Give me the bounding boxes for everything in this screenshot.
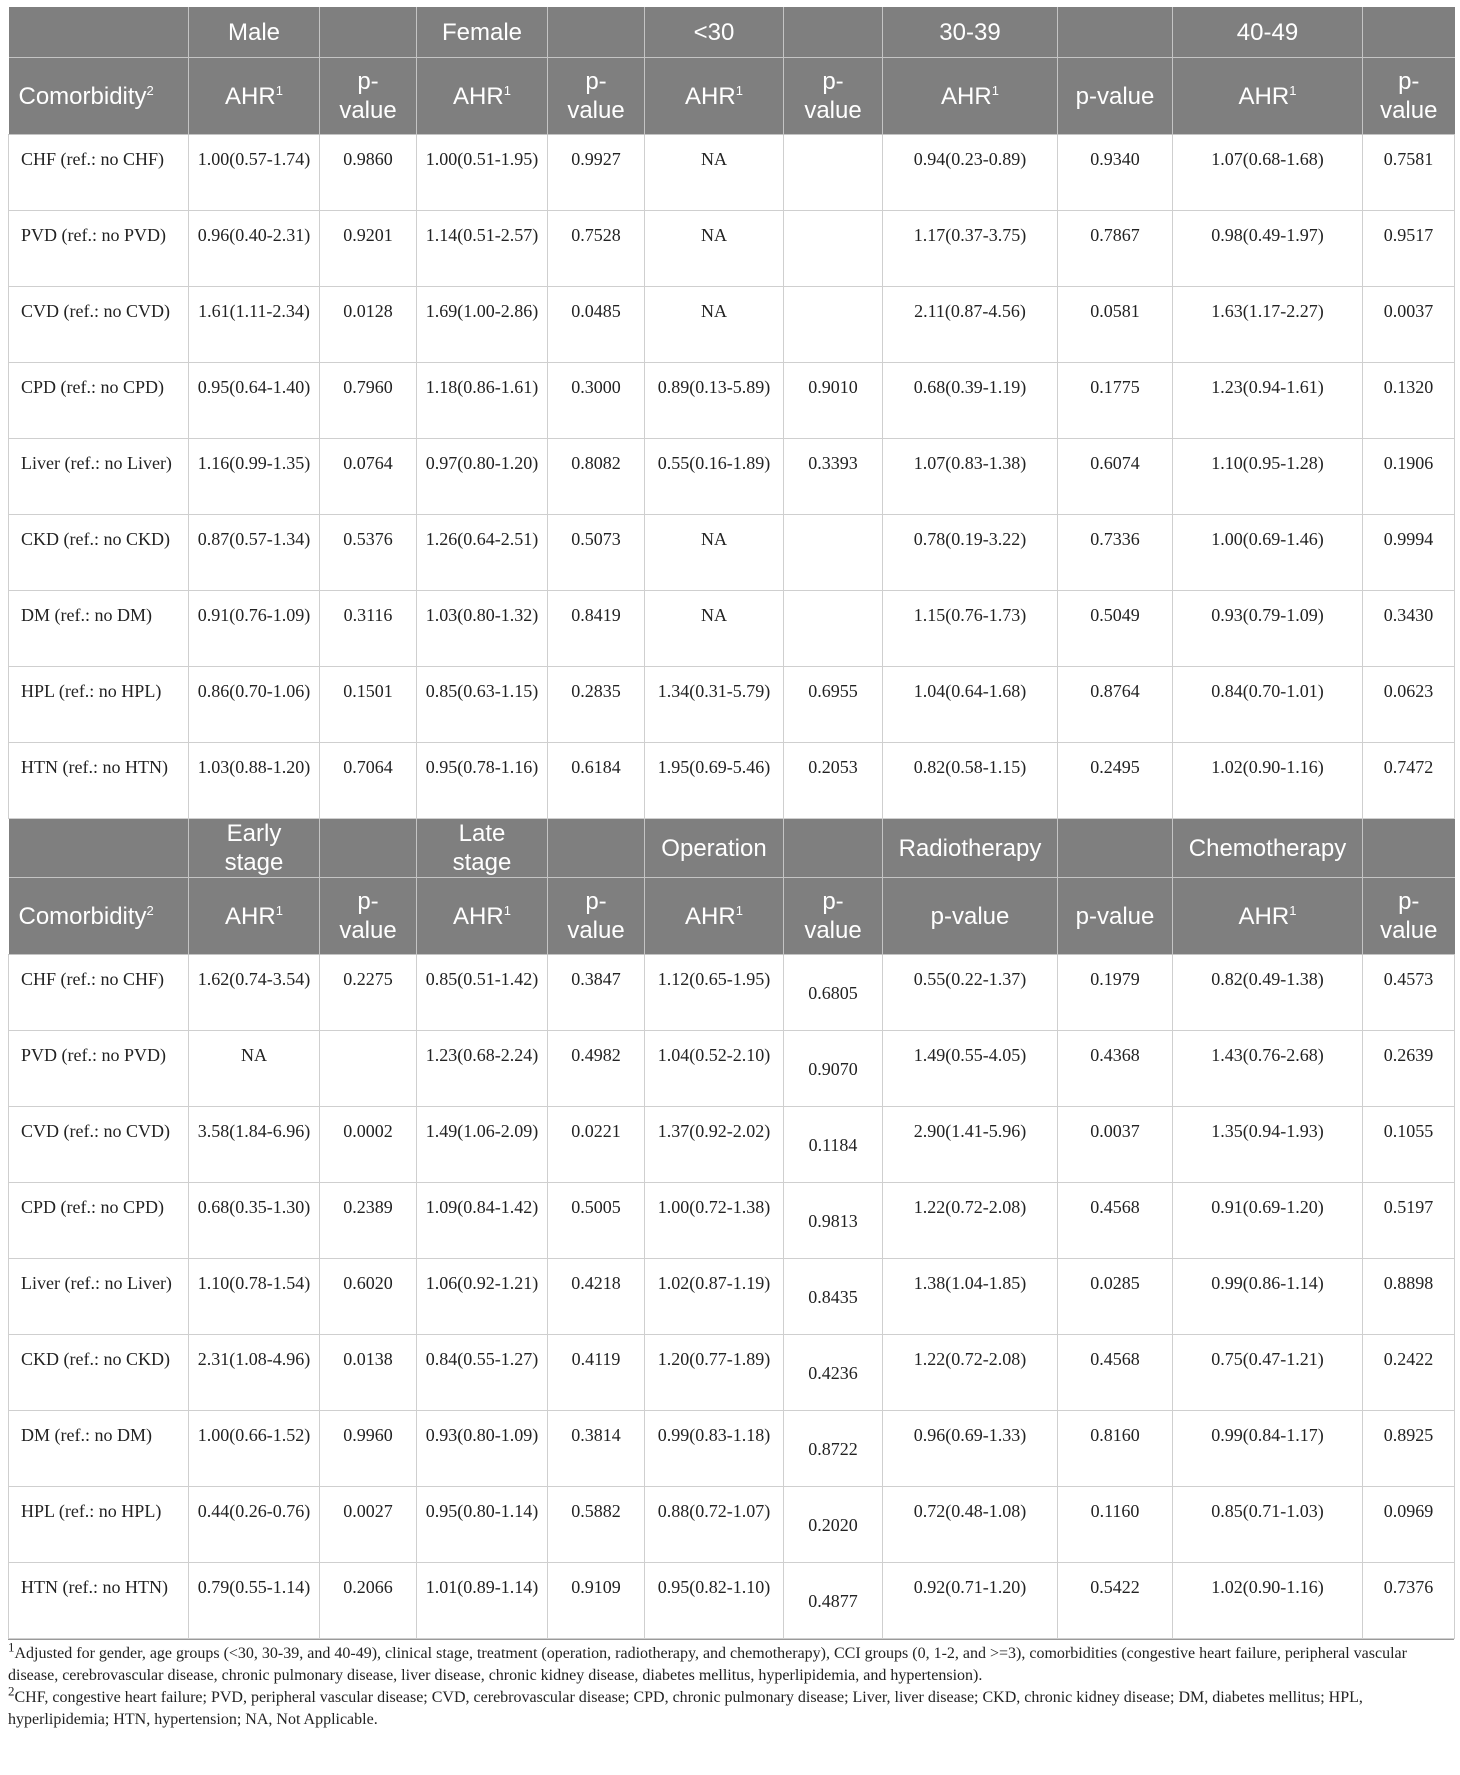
ahr-cell: 0.82(0.58-1.15) <box>883 743 1058 819</box>
group-header-cell: Operation <box>645 819 784 878</box>
ahr-cell: 0.44(0.26-0.76) <box>189 1487 320 1563</box>
group-header-row <box>9 7 1455 58</box>
ahr-cell: 1.12(0.65-1.95) <box>645 955 784 1031</box>
pvalue-cell: 0.9927 <box>548 135 645 211</box>
comorbidity-cell: CVD (ref.: no CVD) <box>9 287 189 363</box>
pvalue-cell: 0.6955 <box>784 667 883 743</box>
ahr-cell: NA <box>645 135 784 211</box>
footnote-text: Adjusted for gender, age groups (<30, 30-39, and 40-49), clinical stage, treatment (operation, radiotherapy, and chemotherapy), CCI groups (0, 1-2, and >=3), comorbidities (congestive heart failure, peripheral vascular disease, cerebrovascular disease, chronic pulmonary disease, liver disease, chronic kidney disease, diabetes mellitus, hyperlipidemia, and hypertension). <box>8 1645 1407 1684</box>
ahr-cell: NA <box>645 591 784 667</box>
ahr-cell: 0.86(0.70-1.06) <box>189 667 320 743</box>
ahr-cell: 0.87(0.57-1.34) <box>189 515 320 591</box>
pvalue-cell <box>784 287 883 363</box>
table-row <box>9 955 1455 1031</box>
ahr-header-label: AHR <box>225 82 276 110</box>
ahr-header <box>417 58 548 135</box>
pvalue-cell: 0.4568 <box>1058 1335 1173 1411</box>
pvalue-cell: 0.9010 <box>784 363 883 439</box>
ahr-cell: 0.78(0.19-3.22) <box>883 515 1058 591</box>
pvalue-cell: 0.0221 <box>548 1107 645 1183</box>
footnote-marker: 1 <box>991 82 999 98</box>
ahr-header-label: AHR <box>685 902 736 930</box>
ahr-cell: 1.35(0.94-1.93) <box>1173 1107 1363 1183</box>
pvalue-cell: 0.5005 <box>548 1183 645 1259</box>
ahr-cell: 0.85(0.51-1.42) <box>417 955 548 1031</box>
ahr-cell: 1.03(0.88-1.20) <box>189 743 320 819</box>
table-row <box>9 1335 1455 1411</box>
ahr-header <box>189 58 320 135</box>
ahr-cell: 1.02(0.90-1.16) <box>1173 743 1363 819</box>
pvalue-header: p-value <box>320 878 417 955</box>
comorbidity-cell: PVD (ref.: no PVD) <box>9 1031 189 1107</box>
pvalue-cell: 0.2053 <box>784 743 883 819</box>
table-row <box>9 743 1455 819</box>
ahr-cell: 0.92(0.71-1.20) <box>883 1563 1058 1639</box>
pvalue-cell: 0.1160 <box>1058 1487 1173 1563</box>
ahr-header-label: AHR <box>225 902 276 930</box>
ahr-cell: 1.16(0.99-1.35) <box>189 439 320 515</box>
table-row <box>9 211 1455 287</box>
pvalue-header: p-value <box>784 878 883 955</box>
pvalue-cell: 0.5882 <box>548 1487 645 1563</box>
footnote-marker: 1 <box>1289 902 1297 918</box>
pvalue-cell <box>784 135 883 211</box>
pvalue-cell: 0.0002 <box>320 1107 417 1183</box>
pvalue-cell: 0.3430 <box>1363 591 1455 667</box>
pvalue-cell: 0.0285 <box>1058 1259 1173 1335</box>
ahr-header <box>883 58 1058 135</box>
table-row <box>9 439 1455 515</box>
pvalue-header: p-value <box>883 878 1058 955</box>
table-section-stage-treatment <box>9 819 1455 1639</box>
group-header-cell: Chemotherapy <box>1173 819 1363 878</box>
ahr-cell: 0.95(0.78-1.16) <box>417 743 548 819</box>
ahr-cell: 1.63(1.17-2.27) <box>1173 287 1363 363</box>
ahr-cell: 1.00(0.51-1.95) <box>417 135 548 211</box>
ahr-header <box>189 878 320 955</box>
group-header-cell <box>548 7 645 58</box>
pvalue-cell: 0.4236 <box>784 1335 883 1411</box>
comorbidity-cell: HPL (ref.: no HPL) <box>9 1487 189 1563</box>
ahr-cell: 0.95(0.64-1.40) <box>189 363 320 439</box>
comorbidity-header <box>9 58 189 135</box>
ahr-cell: 1.00(0.66-1.52) <box>189 1411 320 1487</box>
ahr-header <box>1173 878 1363 955</box>
table-row <box>9 667 1455 743</box>
comorbidity-cell: CHF (ref.: no CHF) <box>9 955 189 1031</box>
ahr-cell: 1.61(1.11-2.34) <box>189 287 320 363</box>
results-table-container <box>8 7 1454 1731</box>
pvalue-cell: 0.7336 <box>1058 515 1173 591</box>
pvalue-cell: 0.0764 <box>320 439 417 515</box>
pvalue-cell: 0.2275 <box>320 955 417 1031</box>
pvalue-cell: 0.8764 <box>1058 667 1173 743</box>
ahr-cell: 0.89(0.13-5.89) <box>645 363 784 439</box>
ahr-header-label: AHR <box>1238 82 1290 110</box>
footnote-marker: 2 <box>146 902 154 918</box>
pvalue-cell: 0.0037 <box>1363 287 1455 363</box>
ahr-cell: 0.99(0.86-1.14) <box>1173 1259 1363 1335</box>
pvalue-cell: 0.2639 <box>1363 1031 1455 1107</box>
ahr-cell: 1.00(0.72-1.38) <box>645 1183 784 1259</box>
pvalue-cell: 0.6805 <box>784 955 883 1031</box>
pvalue-cell: 0.0037 <box>1058 1107 1173 1183</box>
pvalue-cell: 0.6074 <box>1058 439 1173 515</box>
pvalue-cell: 0.8898 <box>1363 1259 1455 1335</box>
pvalue-cell: 0.8435 <box>784 1259 883 1335</box>
comorbidity-header-label: Comorbidity <box>18 82 147 110</box>
comorbidity-cell: CPD (ref.: no CPD) <box>9 1183 189 1259</box>
pvalue-cell <box>320 1031 417 1107</box>
pvalue-cell: 0.7960 <box>320 363 417 439</box>
sub-header-row <box>9 878 1455 955</box>
pvalue-cell: 0.4568 <box>1058 1183 1173 1259</box>
ahr-cell: 1.23(0.94-1.61) <box>1173 363 1363 439</box>
ahr-cell: 0.82(0.49-1.38) <box>1173 955 1363 1031</box>
footnote-marker: 1 <box>735 82 743 98</box>
group-header-cell <box>320 819 417 878</box>
ahr-cell: 0.84(0.70-1.01) <box>1173 667 1363 743</box>
group-header-cell: Early stage <box>189 819 320 878</box>
ahr-header-label: AHR <box>1238 902 1290 930</box>
ahr-cell: 1.43(0.76-2.68) <box>1173 1031 1363 1107</box>
pvalue-cell: 0.3847 <box>548 955 645 1031</box>
pvalue-header: p-value <box>1363 58 1455 135</box>
ahr-cell: 1.04(0.52-2.10) <box>645 1031 784 1107</box>
comorbidity-ahr-table <box>8 7 1455 1639</box>
comorbidity-cell: Liver (ref.: no Liver) <box>9 439 189 515</box>
ahr-cell: 0.98(0.49-1.97) <box>1173 211 1363 287</box>
ahr-header <box>417 878 548 955</box>
ahr-cell: 1.09(0.84-1.42) <box>417 1183 548 1259</box>
pvalue-cell: 0.0128 <box>320 287 417 363</box>
comorbidity-cell: DM (ref.: no DM) <box>9 1411 189 1487</box>
pvalue-cell: 0.5197 <box>1363 1183 1455 1259</box>
pvalue-cell: 0.8082 <box>548 439 645 515</box>
pvalue-cell: 0.0485 <box>548 287 645 363</box>
footnote <box>8 1639 1454 1687</box>
comorbidity-cell: CKD (ref.: no CKD) <box>9 1335 189 1411</box>
pvalue-cell: 0.4218 <box>548 1259 645 1335</box>
ahr-cell: 0.85(0.71-1.03) <box>1173 1487 1363 1563</box>
table-row <box>9 287 1455 363</box>
ahr-cell: 1.07(0.83-1.38) <box>883 439 1058 515</box>
pvalue-cell: 0.7472 <box>1363 743 1455 819</box>
ahr-cell: 0.55(0.22-1.37) <box>883 955 1058 1031</box>
comorbidity-cell: HTN (ref.: no HTN) <box>9 1563 189 1639</box>
ahr-cell: 0.55(0.16-1.89) <box>645 439 784 515</box>
pvalue-cell: 0.2495 <box>1058 743 1173 819</box>
ahr-cell: 1.10(0.95-1.28) <box>1173 439 1363 515</box>
group-header-cell <box>1363 7 1455 58</box>
ahr-cell: 1.00(0.57-1.74) <box>189 135 320 211</box>
table-row <box>9 591 1455 667</box>
pvalue-cell: 0.1501 <box>320 667 417 743</box>
group-header-cell <box>1363 819 1455 878</box>
ahr-cell: 1.95(0.69-5.46) <box>645 743 784 819</box>
footnote-marker: 1 <box>503 82 511 98</box>
pvalue-cell: 0.2422 <box>1363 1335 1455 1411</box>
ahr-cell: 1.49(0.55-4.05) <box>883 1031 1058 1107</box>
group-header-cell <box>784 819 883 878</box>
pvalue-cell <box>784 211 883 287</box>
footnote-marker: 1 <box>1289 82 1297 98</box>
comorbidity-cell: CVD (ref.: no CVD) <box>9 1107 189 1183</box>
pvalue-cell: 0.5073 <box>548 515 645 591</box>
ahr-cell: 0.96(0.40-2.31) <box>189 211 320 287</box>
pvalue-cell: 0.1775 <box>1058 363 1173 439</box>
ahr-cell: 1.49(1.06-2.09) <box>417 1107 548 1183</box>
pvalue-cell: 0.0581 <box>1058 287 1173 363</box>
pvalue-header: p-value <box>320 58 417 135</box>
pvalue-cell <box>784 591 883 667</box>
pvalue-cell: 0.9994 <box>1363 515 1455 591</box>
ahr-cell: 1.62(0.74-3.54) <box>189 955 320 1031</box>
pvalue-cell: 0.7581 <box>1363 135 1455 211</box>
footnote-marker: 1 <box>275 82 283 98</box>
ahr-cell: 0.93(0.79-1.09) <box>1173 591 1363 667</box>
comorbidity-cell: Liver (ref.: no Liver) <box>9 1259 189 1335</box>
pvalue-header: p-value <box>1058 878 1173 955</box>
pvalue-cell: 0.5376 <box>320 515 417 591</box>
ahr-header-label: AHR <box>941 82 992 110</box>
group-header-cell <box>1058 7 1173 58</box>
ahr-cell: 1.00(0.69-1.46) <box>1173 515 1363 591</box>
ahr-cell: 0.96(0.69-1.33) <box>883 1411 1058 1487</box>
comorbidity-cell: CPD (ref.: no CPD) <box>9 363 189 439</box>
ahr-header-label: AHR <box>685 82 736 110</box>
ahr-cell: 1.37(0.92-2.02) <box>645 1107 784 1183</box>
group-header-cell <box>1058 819 1173 878</box>
footnote-marker: 2 <box>8 1683 15 1699</box>
pvalue-cell <box>784 515 883 591</box>
table-row <box>9 1563 1455 1639</box>
pvalue-cell: 0.8925 <box>1363 1411 1455 1487</box>
table-row <box>9 1031 1455 1107</box>
pvalue-cell: 0.9109 <box>548 1563 645 1639</box>
pvalue-cell: 0.8419 <box>548 591 645 667</box>
group-header-cell: 30-39 <box>883 7 1058 58</box>
ahr-cell: 1.38(1.04-1.85) <box>883 1259 1058 1335</box>
pvalue-cell: 0.5422 <box>1058 1563 1173 1639</box>
pvalue-cell: 0.3116 <box>320 591 417 667</box>
ahr-cell: NA <box>645 211 784 287</box>
ahr-header <box>645 878 784 955</box>
ahr-cell: 1.15(0.76-1.73) <box>883 591 1058 667</box>
table-row <box>9 135 1455 211</box>
pvalue-header: p-value <box>1363 878 1455 955</box>
pvalue-cell: 0.9070 <box>784 1031 883 1107</box>
ahr-cell: 1.34(0.31-5.79) <box>645 667 784 743</box>
pvalue-cell: 0.1184 <box>784 1107 883 1183</box>
footnote-marker: 1 <box>735 902 743 918</box>
comorbidity-cell: CHF (ref.: no CHF) <box>9 135 189 211</box>
ahr-cell: 1.20(0.77-1.89) <box>645 1335 784 1411</box>
table-row <box>9 1487 1455 1563</box>
comorbidity-cell: CKD (ref.: no CKD) <box>9 515 189 591</box>
pvalue-cell: 0.7528 <box>548 211 645 287</box>
group-header-cell: <30 <box>645 7 784 58</box>
ahr-cell: 0.72(0.48-1.08) <box>883 1487 1058 1563</box>
table-row <box>9 363 1455 439</box>
pvalue-cell: 0.2389 <box>320 1183 417 1259</box>
ahr-cell: 2.90(1.41-5.96) <box>883 1107 1058 1183</box>
ahr-cell: NA <box>645 287 784 363</box>
pvalue-cell: 0.1320 <box>1363 363 1455 439</box>
footnote-marker: 1 <box>503 902 511 918</box>
footnote-marker: 2 <box>146 82 154 98</box>
sub-header-row <box>9 58 1455 135</box>
pvalue-cell: 0.2020 <box>784 1487 883 1563</box>
ahr-cell: 1.14(0.51-2.57) <box>417 211 548 287</box>
ahr-cell: 0.68(0.39-1.19) <box>883 363 1058 439</box>
group-header-cell: 40-49 <box>1173 7 1363 58</box>
pvalue-cell: 0.3393 <box>784 439 883 515</box>
ahr-cell: 1.22(0.72-2.08) <box>883 1183 1058 1259</box>
footnote-text: CHF, congestive heart failure; PVD, peripheral vascular disease; CVD, cerebrovascular disease; CPD, chronic pulmonary disease; Liver, liver disease; CKD, chronic kidney disease; DM, diabetes mellitus; HPL, hyperlipidemia; HTN, hypertension; NA, Not Applicable. <box>8 1689 1363 1728</box>
table-row <box>9 1107 1455 1183</box>
table-row <box>9 1411 1455 1487</box>
ahr-cell: 0.85(0.63-1.15) <box>417 667 548 743</box>
pvalue-cell: 0.9517 <box>1363 211 1455 287</box>
ahr-cell: 0.93(0.80-1.09) <box>417 1411 548 1487</box>
group-header-cell <box>548 819 645 878</box>
pvalue-cell: 0.0623 <box>1363 667 1455 743</box>
pvalue-cell: 0.9860 <box>320 135 417 211</box>
group-header-cell: Male <box>189 7 320 58</box>
pvalue-cell: 0.9201 <box>320 211 417 287</box>
ahr-cell: 1.18(0.86-1.61) <box>417 363 548 439</box>
table-footnotes <box>8 1639 1454 1731</box>
ahr-cell: 0.95(0.82-1.10) <box>645 1563 784 1639</box>
group-header-cell: Female <box>417 7 548 58</box>
pvalue-cell: 0.7867 <box>1058 211 1173 287</box>
pvalue-cell: 0.1906 <box>1363 439 1455 515</box>
comorbidity-cell: HPL (ref.: no HPL) <box>9 667 189 743</box>
comorbidity-cell: PVD (ref.: no PVD) <box>9 211 189 287</box>
ahr-cell: 0.68(0.35-1.30) <box>189 1183 320 1259</box>
pvalue-cell: 0.1055 <box>1363 1107 1455 1183</box>
pvalue-header: p-value <box>1058 58 1173 135</box>
ahr-cell: 1.69(1.00-2.86) <box>417 287 548 363</box>
table-section-demographics <box>9 7 1455 819</box>
ahr-header <box>1173 58 1363 135</box>
comorbidity-header-label: Comorbidity <box>18 902 147 930</box>
pvalue-cell: 0.6184 <box>548 743 645 819</box>
pvalue-cell: 0.0969 <box>1363 1487 1455 1563</box>
ahr-cell: 0.91(0.76-1.09) <box>189 591 320 667</box>
ahr-cell: 2.31(1.08-4.96) <box>189 1335 320 1411</box>
ahr-cell: 1.03(0.80-1.32) <box>417 591 548 667</box>
pvalue-cell: 0.0138 <box>320 1335 417 1411</box>
pvalue-cell: 0.3000 <box>548 363 645 439</box>
ahr-cell: 1.02(0.90-1.16) <box>1173 1563 1363 1639</box>
pvalue-header: p-value <box>548 878 645 955</box>
comorbidity-cell: HTN (ref.: no HTN) <box>9 743 189 819</box>
ahr-cell: 0.84(0.55-1.27) <box>417 1335 548 1411</box>
pvalue-cell: 0.9340 <box>1058 135 1173 211</box>
comorbidity-cell: DM (ref.: no DM) <box>9 591 189 667</box>
group-header-cell <box>320 7 417 58</box>
comorbidity-header <box>9 878 189 955</box>
pvalue-cell: 0.7064 <box>320 743 417 819</box>
pvalue-cell: 0.4877 <box>784 1563 883 1639</box>
ahr-cell: 1.22(0.72-2.08) <box>883 1335 1058 1411</box>
pvalue-cell: 0.2835 <box>548 667 645 743</box>
pvalue-cell: 0.9960 <box>320 1411 417 1487</box>
group-header-cell: Late stage <box>417 819 548 878</box>
pvalue-cell: 0.5049 <box>1058 591 1173 667</box>
group-header-cell <box>784 7 883 58</box>
pvalue-cell: 0.7376 <box>1363 1563 1455 1639</box>
table-row <box>9 1183 1455 1259</box>
table-row <box>9 1259 1455 1335</box>
ahr-cell: 0.88(0.72-1.07) <box>645 1487 784 1563</box>
ahr-header <box>645 58 784 135</box>
ahr-cell: 1.23(0.68-2.24) <box>417 1031 548 1107</box>
ahr-cell: 1.10(0.78-1.54) <box>189 1259 320 1335</box>
pvalue-cell: 0.8722 <box>784 1411 883 1487</box>
ahr-cell: 1.02(0.87-1.19) <box>645 1259 784 1335</box>
pvalue-cell: 0.8160 <box>1058 1411 1173 1487</box>
ahr-cell: 0.91(0.69-1.20) <box>1173 1183 1363 1259</box>
header-blank-cell <box>9 7 189 58</box>
ahr-cell: 0.95(0.80-1.14) <box>417 1487 548 1563</box>
ahr-cell: 0.99(0.83-1.18) <box>645 1411 784 1487</box>
group-header-row <box>9 819 1455 878</box>
footnote-marker: 1 <box>275 902 283 918</box>
ahr-cell: 1.01(0.89-1.14) <box>417 1563 548 1639</box>
pvalue-cell: 0.4573 <box>1363 955 1455 1031</box>
header-blank-cell <box>9 819 189 878</box>
pvalue-cell: 0.2066 <box>320 1563 417 1639</box>
ahr-cell: 0.79(0.55-1.14) <box>189 1563 320 1639</box>
pvalue-header: p-value <box>784 58 883 135</box>
footnote <box>8 1683 1454 1731</box>
footnote-marker: 1 <box>8 1639 15 1655</box>
ahr-cell: 0.94(0.23-0.89) <box>883 135 1058 211</box>
ahr-header-label: AHR <box>453 82 504 110</box>
pvalue-cell: 0.4368 <box>1058 1031 1173 1107</box>
pvalue-cell: 0.6020 <box>320 1259 417 1335</box>
group-header-cell: Radiotherapy <box>883 819 1058 878</box>
ahr-header-label: AHR <box>453 902 504 930</box>
pvalue-header: p-value <box>548 58 645 135</box>
table-row <box>9 515 1455 591</box>
pvalue-cell: 0.4119 <box>548 1335 645 1411</box>
pvalue-cell: 0.1979 <box>1058 955 1173 1031</box>
pvalue-cell: 0.3814 <box>548 1411 645 1487</box>
ahr-cell: 0.75(0.47-1.21) <box>1173 1335 1363 1411</box>
ahr-cell: 1.04(0.64-1.68) <box>883 667 1058 743</box>
ahr-cell: NA <box>645 515 784 591</box>
ahr-cell: 2.11(0.87-4.56) <box>883 287 1058 363</box>
ahr-cell: 1.06(0.92-1.21) <box>417 1259 548 1335</box>
ahr-cell: 0.99(0.84-1.17) <box>1173 1411 1363 1487</box>
ahr-cell: NA <box>189 1031 320 1107</box>
pvalue-cell: 0.9813 <box>784 1183 883 1259</box>
pvalue-cell: 0.0027 <box>320 1487 417 1563</box>
pvalue-cell: 0.4982 <box>548 1031 645 1107</box>
ahr-cell: 1.17(0.37-3.75) <box>883 211 1058 287</box>
ahr-cell: 3.58(1.84-6.96) <box>189 1107 320 1183</box>
ahr-cell: 1.26(0.64-2.51) <box>417 515 548 591</box>
ahr-cell: 1.07(0.68-1.68) <box>1173 135 1363 211</box>
ahr-cell: 0.97(0.80-1.20) <box>417 439 548 515</box>
